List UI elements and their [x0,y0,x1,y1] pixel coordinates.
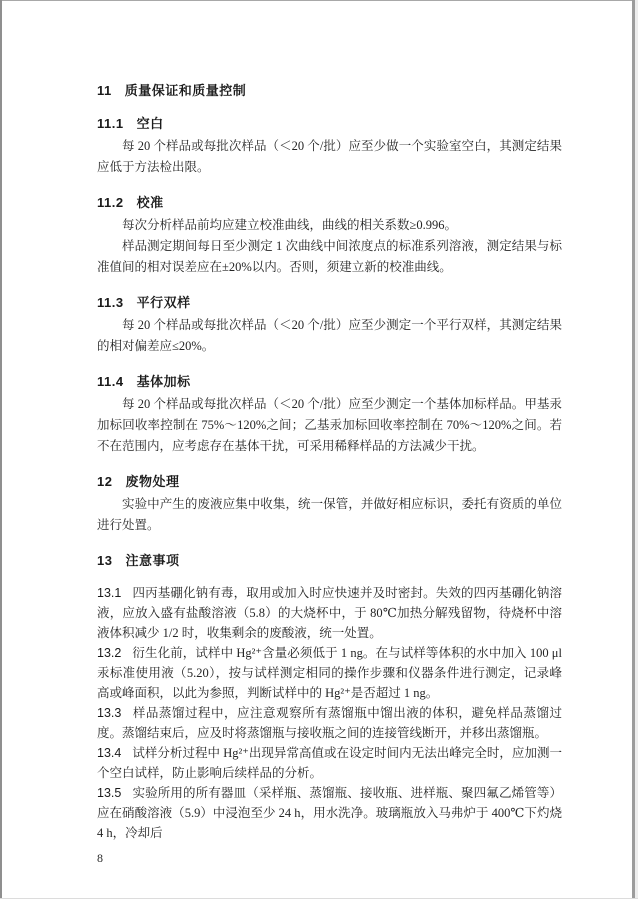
paragraph-12: 实验中产生的废液应集中收集，统一保管，并做好相应标识，委托有资质的单位进行处置。 [97,497,562,532]
note-number: 13.5 [97,786,122,800]
paragraph-11-3: 每 20 个样品或每批次样品（＜20 个/批）应至少测定一个平行双样，其测定结果的相对偏差应≤20%。 [97,318,562,353]
subsection-title: 平行双样 [136,295,191,310]
subsection-title: 校准 [136,195,164,210]
note-text: 试样分析过程中 Hg²⁺出现异常高值或在设定时间内无法出峰完全时，应加测一个空白试样，防止影响后续样品的分析。 [97,746,562,780]
page-content [97,82,562,867]
paragraph-11-4: 每 20 个样品或每批次样品（＜20 个/批）应至少测定一个基体加标样品。甲基汞加标回收率控制在 75%～120%之间；乙基汞加标回收率控制在 70%～120%之间。若不在范围内，应考虑存在基体干扰，可采用稀释样品的方法减少干扰。 [97,397,562,453]
section-title: 注意事项 [125,553,180,568]
subsection-heading-11-3 [97,294,562,311]
subsection-heading-11-2 [97,194,562,211]
note-item-13-4 [97,743,562,783]
note-text: 样品蒸馏过程中，应注意观察所有蒸馏瓶中馏出液的体积，避免样品蒸馏过度。蒸馏结束后，应及时将蒸馏瓶与接收瓶之间的连接管线断开，并移出蒸馏瓶。 [97,706,562,740]
note-item-13-3 [97,703,562,743]
note-text: 衍生化前，试样中 Hg²⁺含量必须低于 1 ng。在与试样等体积的水中加入 100 μl 汞标准使用液（5.20），按与试样测定相同的操作步骤和仪器条件进行测定，记录峰高或峰面积，以此为参照，判断试样中的 Hg²⁺是否超过 1 ng。 [97,646,562,700]
section-number: 12 [97,474,113,489]
section-number: 13 [97,553,113,568]
note-item-13-1 [97,583,562,643]
note-text: 实验所用的所有器皿（采样瓶、蒸馏瓶、接收瓶、进样瓶、聚四氟乙烯管等）应在硝酸溶液（5.9）中浸泡至少 24 h，用水洗净。玻璃瓶放入马弗炉于 400℃下灼烧 4 h，冷却后 [97,786,562,840]
subsection-number: 11.2 [97,195,124,210]
section-heading-13 [97,552,562,569]
section-heading-11 [97,82,562,99]
note-item-13-5 [97,783,562,843]
subsection-number: 11.3 [97,295,124,310]
subsection-title: 空白 [136,116,164,131]
paragraph-11-2-b: 样品测定期间每日至少测定 1 次曲线中间浓度点的标准系列溶液，测定结果与标准值间的相对误差应在±20%以内。否则，须建立新的校准曲线。 [97,239,562,274]
subsection-number: 11.1 [97,116,124,131]
section-number: 11 [97,83,112,98]
note-item-13-2 [97,643,562,703]
scan-edge-top [0,0,638,1]
note-number: 13.1 [97,586,122,600]
subsection-title: 基体加标 [136,374,191,389]
note-text: 四丙基硼化钠有毒，取用或加入时应快速并及时密封。失效的四丙基硼化钠溶液，应放入盛有盐酸溶液（5.8）的大烧杯中，于 80℃加热分解残留物，待烧杯中溶液体积减少 1/2 时，收集剩余的废酸液，统一处置。 [97,586,562,640]
note-number: 13.3 [97,706,122,720]
note-number: 13.4 [97,746,122,760]
subsection-heading-11-1 [97,115,562,132]
notes-list [97,583,562,843]
section-title: 废物处理 [125,474,180,489]
subsection-number: 11.4 [97,374,124,389]
section-heading-12 [97,473,562,490]
scan-edge-left [0,0,2,899]
paragraph-11-1: 每 20 个样品或每批次样品（＜20 个/批）应至少做一个实验室空白，其测定结果应低于方法检出限。 [97,139,562,174]
paragraph-11-2-a: 每次分析样品前均应建立校准曲线，曲线的相关系数≥0.996。 [122,218,457,232]
subsection-heading-11-4 [97,373,562,390]
note-number: 13.2 [97,646,122,660]
section-title: 质量保证和质量控制 [124,83,247,98]
page-number: 8 [97,851,103,865]
